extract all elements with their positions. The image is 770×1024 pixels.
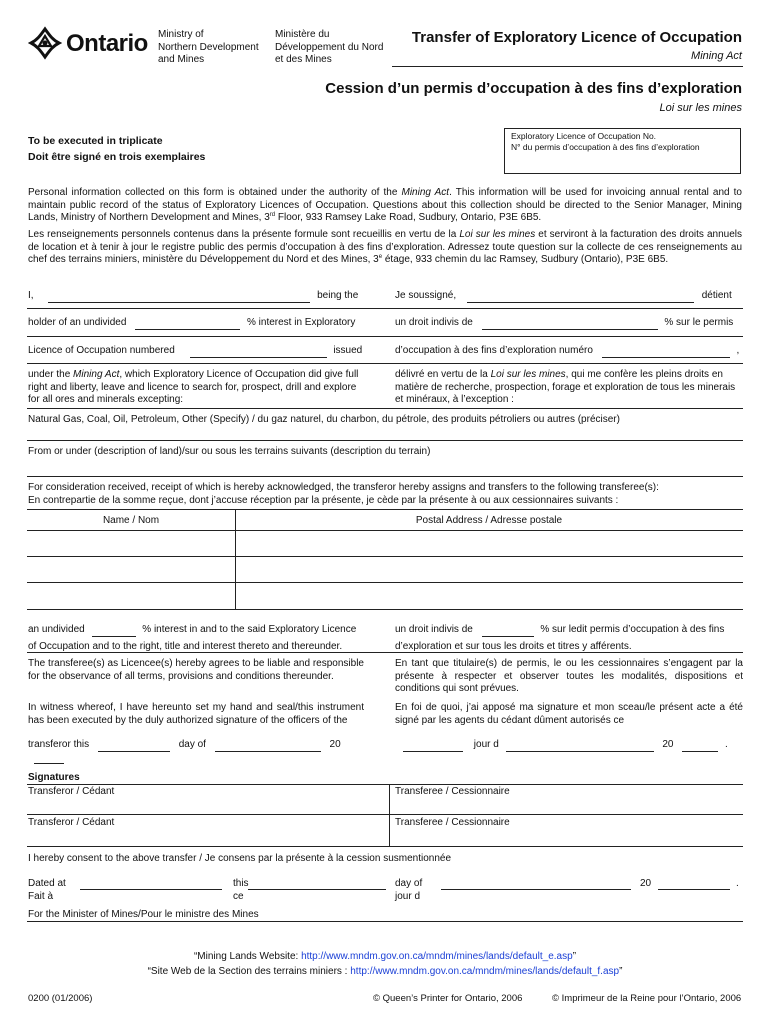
transferor-name-field[interactable] xyxy=(48,291,310,303)
form-title-fr: Cession d’un permis d’occupation à des fins d’exploration xyxy=(325,80,742,97)
interest-row-en: holder of an undivided % interest in Exploratory xyxy=(28,317,356,328)
undivided-percent-field[interactable] xyxy=(92,625,136,637)
this-label: this ce xyxy=(233,878,249,902)
transferor-name-row-fr: Je soussigné, détient xyxy=(395,290,732,301)
act-name-fr: Loi sur les mines xyxy=(659,102,742,114)
logo-wordmark: Ontario xyxy=(66,30,148,57)
ontario-logo xyxy=(28,26,148,62)
signatures-heading: Signatures xyxy=(28,772,80,783)
website-line-en: “Mining Lands Website: http://www.mndm.gov.on.ca/mndm/mines/lands/default_e.asp” xyxy=(193,951,577,962)
transferee-row-3[interactable] xyxy=(28,583,742,607)
day-of-label: day of jour d xyxy=(395,878,423,902)
transferor-name-field-fr[interactable] xyxy=(467,291,694,303)
minister-label: For the Minister of Mines/Pour le ministre des Mines xyxy=(28,909,259,920)
privacy-notice-fr: Les renseignements personnels contenus dans la présente formule sont recueillis en vertu de la Loi sur les mines et serviront à la facturation des droits annuels de location et à tenir à jour le registre public des permis d’occupation à des fins d’exploration. Adressez toute question sur la collecte de ces renseignements au chef des terrains miniers, ministère du Développement du Nord et des Mines, 3e étage, 933 chemin du lac Ramsey, Sudbury (Ontario), P3E 6B5. xyxy=(28,229,743,265)
execution-year-field[interactable] xyxy=(34,752,64,764)
execution-day-field[interactable] xyxy=(98,740,170,752)
execution-date-row-en: transferor this day of 20 xyxy=(28,739,378,764)
act-name-en: Mining Act xyxy=(691,50,742,62)
transferee-signature-2[interactable]: Transferee / Cessionnaire xyxy=(395,817,510,828)
consent-text: I hereby consent to the above transfer / Je consens par la présente à la cession susmentionnée xyxy=(28,853,452,864)
column-header-address: Postal Address / Adresse postale xyxy=(415,515,563,526)
ministry-name-fr: Ministère du Développement du Nord et des Mines xyxy=(275,29,384,65)
consideration-text: For consideration received, receipt of which is hereby acknowledged, the transferor hereby assigns and transfers to the following transferee(s): En contrepartie de la somme reçue, dont j’accuse réception par la présente, je cède par la présente à ou aux cessionnaires suivants : xyxy=(28,482,659,506)
transferor-signature-2[interactable]: Transferor / Cédant xyxy=(28,817,115,828)
trillium-icon xyxy=(28,26,62,60)
website-line-fr: “Site Web de la Section des terrains miniers : http://www.mndm.gov.on.ca/mndm/mines/lands/default_f.asp” xyxy=(147,966,623,977)
website-link-fr[interactable]: http://www.mndm.gov.on.ca/mndm/mines/lands/default_f.asp xyxy=(350,966,620,977)
transferee-liability-en: The transferee(s) as Licencee(s) hereby agrees to be liable and responsible for the observance of all terms, provisions and conditions thereunder. xyxy=(28,658,364,682)
licence-number-field-fr[interactable] xyxy=(602,346,730,358)
interest-percent-field[interactable] xyxy=(135,318,240,330)
execution-day-field-fr[interactable] xyxy=(403,740,463,752)
transferee-row-2[interactable] xyxy=(28,557,742,581)
privacy-notice-en: Personal information collected on this form is obtained under the authority of the Mining Act. This information will be used for invoicing annual rental and to maintain public record of the status of Exploratory Licences of Occupation. Questions about this collection should be directed to the Senior Manager, Mining Lands, Ministry of Northern Development and Mines, 3rd Floor, 933 Ramsey Lake Road, Sudbury, Ontario, P3E 6B5. xyxy=(28,187,742,223)
form-number: 0200 (01/2006) xyxy=(28,993,93,1004)
ministry-name-en: Ministry of Northern Development and Mines xyxy=(158,29,259,65)
of-occupation-text: of Occupation and to the right, title and interest thereto and thereunder. xyxy=(28,641,343,652)
undivided-percent-field-fr[interactable] xyxy=(482,625,534,637)
website-link-en[interactable]: http://www.mndm.gov.on.ca/mndm/mines/lands/default_e.asp xyxy=(301,951,573,962)
transferee-row-1[interactable] xyxy=(28,531,742,555)
licence-number-row-en: Licence of Occupation numbered issued xyxy=(28,345,363,356)
witness-text-en: In witness whereof, I have hereunto set my hand and seal/this instrument has been executed by the duly authorized signature of the officers of the xyxy=(28,702,364,726)
transferor-signature-1[interactable]: Transferor / Cédant xyxy=(28,786,115,797)
land-description-field[interactable]: From or under (description of land)/sur ou sous les terrains suivants (description du terrain) xyxy=(28,446,431,457)
execution-month-field[interactable] xyxy=(215,740,321,752)
undivided-row-fr: un droit indivis de % sur ledit permis d’occupation à des fins xyxy=(395,624,725,635)
licence-number-field[interactable] xyxy=(190,346,327,358)
consent-year-field[interactable] xyxy=(658,878,730,890)
exceptions-field[interactable]: Natural Gas, Coal, Oil, Petroleum, Other (Specify) / du gaz naturel, du charbon, du pétrole, des produits pétroliers ou autres (préciser) xyxy=(28,414,620,425)
dated-at-field[interactable] xyxy=(80,878,222,890)
form-title-en: Transfer of Exploratory Licence of Occupation xyxy=(411,29,742,46)
transferee-liability-fr: En tant que titulaire(s) de permis, le ou les cessionnaires s’engagent par la présente à respecter et observer toutes les modalités, dispositions et conditions qui sont prévues. xyxy=(395,658,743,694)
transferor-name-row-en: I, being the xyxy=(28,290,359,301)
execute-note: To be executed in triplicate Doit être signé en trois exemplaires xyxy=(28,135,206,163)
copyright-fr: © Imprimeur de la Reine pour l’Ontario, 2006 xyxy=(552,993,742,1004)
consent-year-prefix: 20 xyxy=(640,878,652,889)
interest-percent-field-fr[interactable] xyxy=(482,318,658,330)
consent-month-field[interactable] xyxy=(441,878,631,890)
undivided-row-en: an undivided % interest in and to the said Exploratory Licence xyxy=(28,624,357,635)
execution-month-field-fr[interactable] xyxy=(506,740,654,752)
exploration-rights-text: d’exploration et sur tous les droits et titres y afférents. xyxy=(395,641,632,652)
licence-number-row-fr: d’occupation à des fins d’exploration numéro , xyxy=(395,345,740,356)
execution-date-row-fr: jour d 20 . xyxy=(403,739,743,752)
consent-period: . xyxy=(736,878,739,889)
column-header-name: Name / Nom xyxy=(102,515,160,526)
rights-text-en: under the Mining Act, which Exploratory Licence of Occupation did give full right and liberty, leave and licence to search for, prospect, drill and explore for all ores and minerals excepting: xyxy=(28,369,359,405)
dated-at-label: Dated at Fait à xyxy=(28,878,66,902)
consent-day-field[interactable] xyxy=(248,878,386,890)
execution-year-field-fr[interactable] xyxy=(682,740,718,752)
licence-number-box[interactable]: Exploratory Licence of Occupation No. N° du permis d’occupation à des fins d’exploration xyxy=(504,128,741,174)
rights-text-fr: délivré en vertu de la Loi sur les mines, qui me confère les pleins droits en matière de recherche, prospection, forage et exploration de tous les minerais et minéraux, à l’exception : xyxy=(395,369,736,405)
copyright-en: © Queen’s Printer for Ontario, 2006 xyxy=(373,993,523,1004)
transferee-signature-1[interactable]: Transferee / Cessionnaire xyxy=(395,786,510,797)
witness-text-fr: En foi de quoi, j’ai apposé ma signature et mon sceau/le présent acte a été signé par les agents du cédant dûment autorisés ce xyxy=(395,702,743,726)
interest-row-fr: un droit indivis de % sur le permis xyxy=(395,317,734,328)
